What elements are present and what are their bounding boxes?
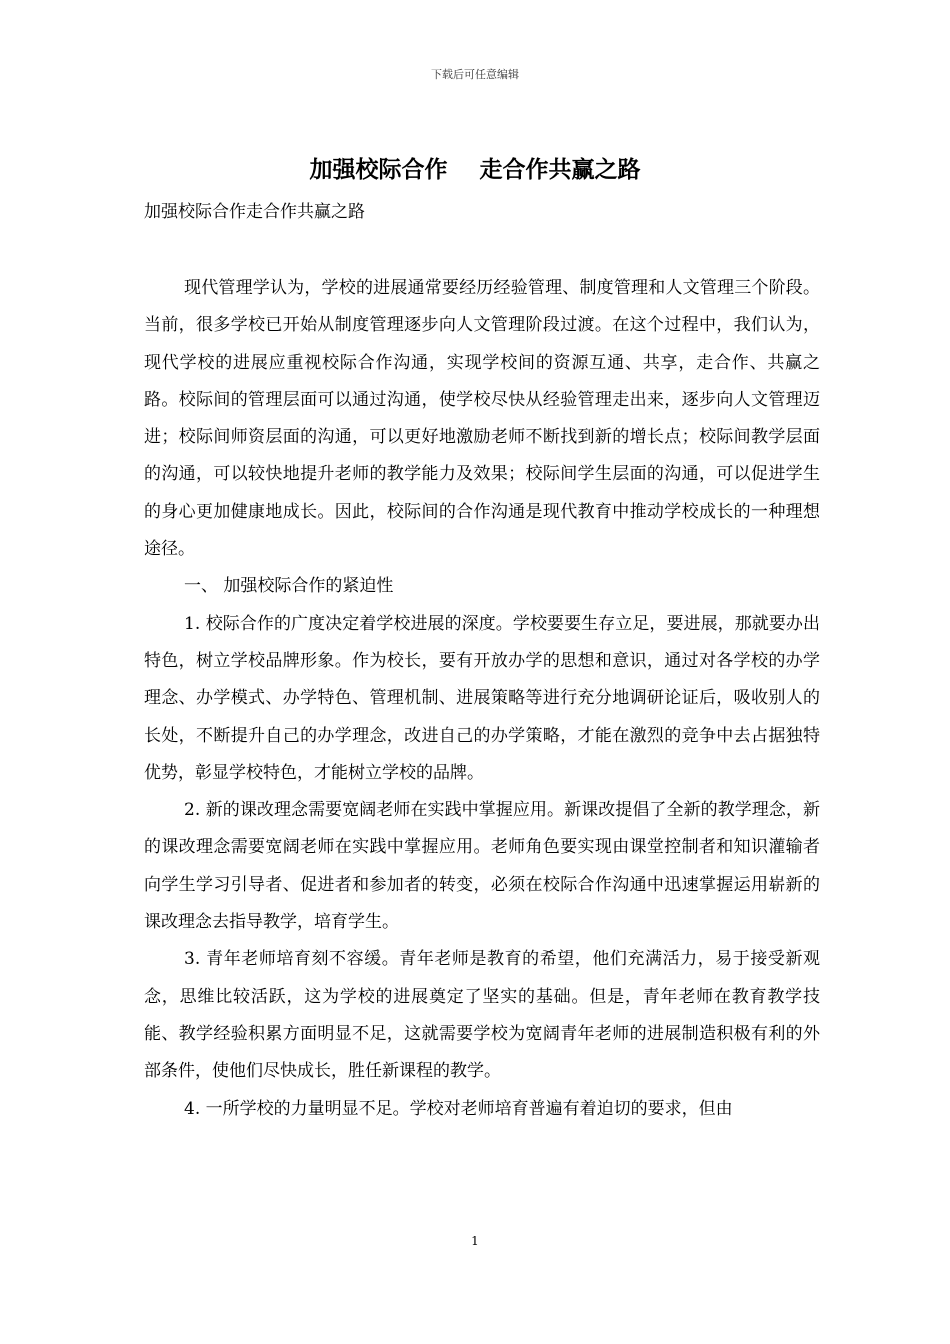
paragraph-point-3: 3. 青年老师培育刻不容缓。青年老师是教育的希望，他们充满活力，易于接受新观念，思维比较活跃，这为学校的进展奠定了坚实的基础。但是，青年老师在教育教学技能、教学经验积累方面明显不足，这就需要学校为宽阔青年老师的进展制造积极有利的外部条件，使他们尽快成长，胜任新课程的教学。: [144, 949, 820, 1082]
document-body: [144, 270, 820, 1128]
document-title: 加强校际合作 走合作共赢之路: [309, 157, 641, 183]
paragraph-intro: 现代管理学认为，学校的进展通常要经历经验管理、制度管理和人文管理三个阶段。当前，很多学校已开始从制度管理逐步向人文管理阶段过渡。在这个过程中，我们认为，现代学校的进展应重视校际合作沟通，实现学校间的资源互通、共享，走合作、共赢之路。校际间的管理层面可以通过沟通，使学校尽快从经验管理走出来，逐步向人文管理迈进；校际间师资层面的沟通，可以更好地激励老师不断找到新的增长点；校际间教学层面的沟通，可以较快地提升老师的教学能力及效果；校际间学生层面的沟通，可以促进学生的身心更加健康地成长。因此，校际间的合作沟通是现代教育中推动学校成长的一种理想途径。: [144, 278, 820, 560]
paragraph-point-4: 4. 一所学校的力量明显不足。学校对老师培育普遍有着迫切的要求，但由: [184, 1098, 733, 1119]
section-heading-urgency: 一、 加强校际合作的紧迫性: [184, 576, 394, 597]
paragraph-point-1: 1. 校际合作的广度决定着学校进展的深度。学校要要生存立足，要进展，那就要办出特色，树立学校品牌形象。作为校长，要有开放办学的思想和意识，通过对各学校的办学理念、办学模式、办学特色、管理机制、进展策略等进行充分地调研论证后，吸收别人的长处，不断提升自己的办学理念，改进自己的办学策略，才能在激烈的竞争中去占据独特优势，彰显学校特色，才能树立学校的品牌。: [144, 613, 820, 783]
page-number: 1: [471, 1234, 479, 1248]
document-subtitle: 加强校际合作走合作共赢之路: [144, 202, 365, 222]
page-header-note: 下载后可任意编辑: [431, 68, 519, 81]
paragraph-point-2: 2. 新的课改理念需要宽阔老师在实践中掌握应用。新课改提倡了全新的教学理念，新的课改理念需要宽阔老师在实践中掌握应用。老师角色要实现由课堂控制者和知识灌输者向学生学习引导者、促进者和参加者的转变，必须在校际合作沟通中迅速掌握运用崭新的课改理念去指导教学，培育学生。: [144, 800, 820, 933]
